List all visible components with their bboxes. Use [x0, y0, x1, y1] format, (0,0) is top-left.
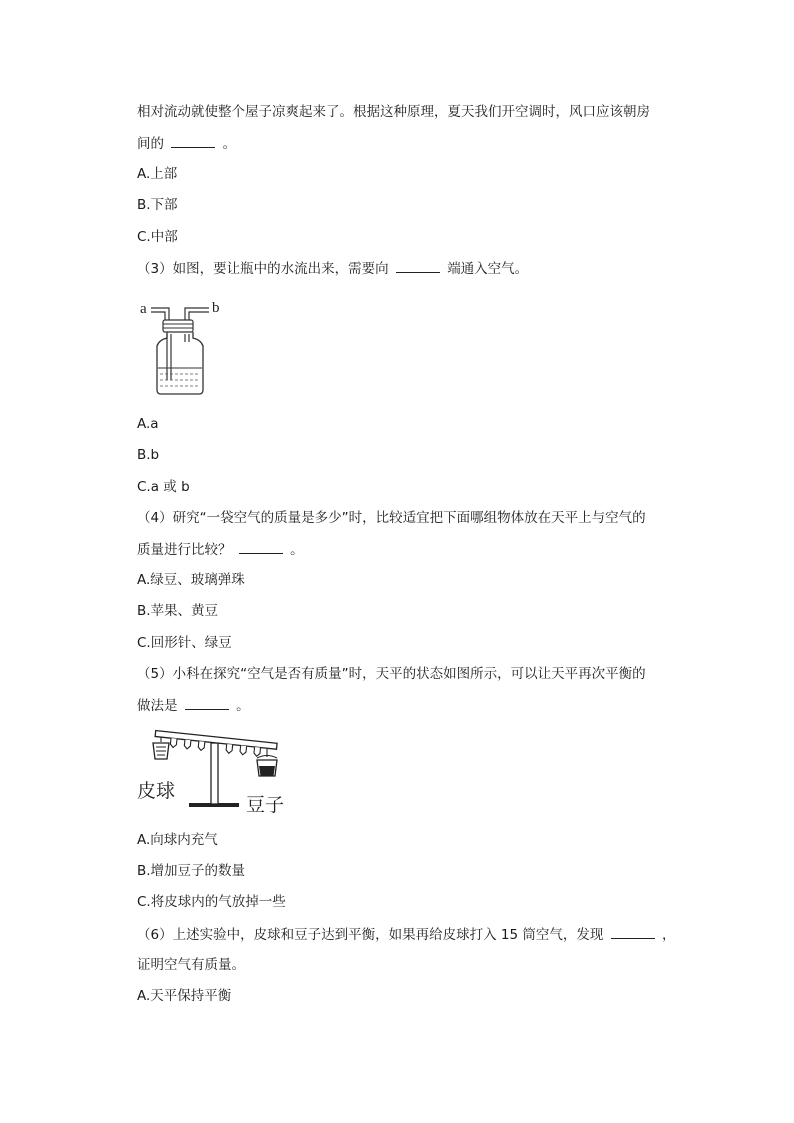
bottle-label-a: a [140, 301, 147, 317]
q6-stem-pre: （6）上述实验中，皮球和豆子达到平衡，如果再给皮球打入 15 筒空气，发现 [137, 927, 604, 943]
bottle-stopper [163, 320, 193, 332]
q5-stem-line2 [137, 695, 250, 716]
q2-option-a: A.上部 [137, 166, 178, 182]
q6-answer-blank [611, 924, 655, 939]
water-hatching [160, 374, 200, 386]
beans-label: 豆子 [246, 794, 285, 815]
q5-option-a: A.向球内充气 [137, 832, 218, 848]
q4-option-a: A.绿豆、玻璃弹珠 [137, 572, 245, 588]
q3-stem [137, 258, 528, 279]
bottle-body [157, 332, 203, 394]
q4-stem-line2 [137, 539, 304, 560]
q4-stem-pre: 质量进行比较？ [137, 542, 232, 558]
q3-option-c: C.a 或 b [137, 479, 190, 495]
q4-stem-line1: （4）研究“一袋空气的质量是多少”时，比较适宜把下面哪组物体放在天平上与空气的 [137, 510, 646, 526]
q5-stem-post: 。 [236, 698, 250, 714]
q6-stem-line2: 证明空气有质量。 [137, 957, 245, 973]
q6-stem-post: ， [661, 927, 676, 943]
q5-stem-pre: 做法是 [137, 698, 178, 714]
q3-stem-post: 端通入空气。 [447, 261, 529, 277]
q3-option-a: A.a [137, 416, 159, 432]
bottle-tubes [151, 308, 209, 380]
q2-stem-post: 。 [222, 136, 237, 152]
q5-answer-blank [185, 695, 229, 710]
q5-stem-line1: （5）小科在探究“空气是否有质量”时，天平的状态如图所示，可以让天平再次平衡的 [137, 666, 646, 682]
q3-option-b: B.b [137, 447, 160, 463]
q2-stem-pre: 间的 [137, 136, 164, 152]
q4-stem-post: 。 [290, 542, 304, 558]
q5-option-c: C.将皮球内的气放掉一些 [137, 894, 286, 910]
q4-option-c: C.回形针、绿豆 [137, 635, 232, 651]
q5-option-b: B.增加豆子的数量 [137, 863, 246, 879]
q6-stem-line1 [137, 924, 675, 945]
bottle-figure [137, 296, 237, 400]
q3-answer-blank [396, 258, 440, 273]
q2-answer-blank [171, 133, 215, 148]
q2-option-b: B.下部 [137, 197, 178, 213]
q4-option-b: B.苹果、黄豆 [137, 603, 219, 619]
q3-stem-pre: （3）如图，要让瓶中的水流出来，需要向 [137, 261, 389, 277]
balance-figure [137, 727, 297, 815]
ball-label: 皮球 [137, 780, 176, 802]
q6-option-a: A.天平保持平衡 [137, 988, 232, 1004]
q2-stem-line1: 相对流动就使整个屋子凉爽起来了。根据这种原理，夏天我们开空调时，风口应该朝房 [137, 104, 650, 120]
q2-option-c: C.中部 [137, 229, 178, 245]
bottle-label-b: b [212, 300, 220, 316]
balance-pillar [211, 743, 218, 804]
ball-bag [153, 737, 169, 759]
q2-stem-line2 [137, 133, 236, 154]
q4-answer-blank [239, 539, 283, 554]
